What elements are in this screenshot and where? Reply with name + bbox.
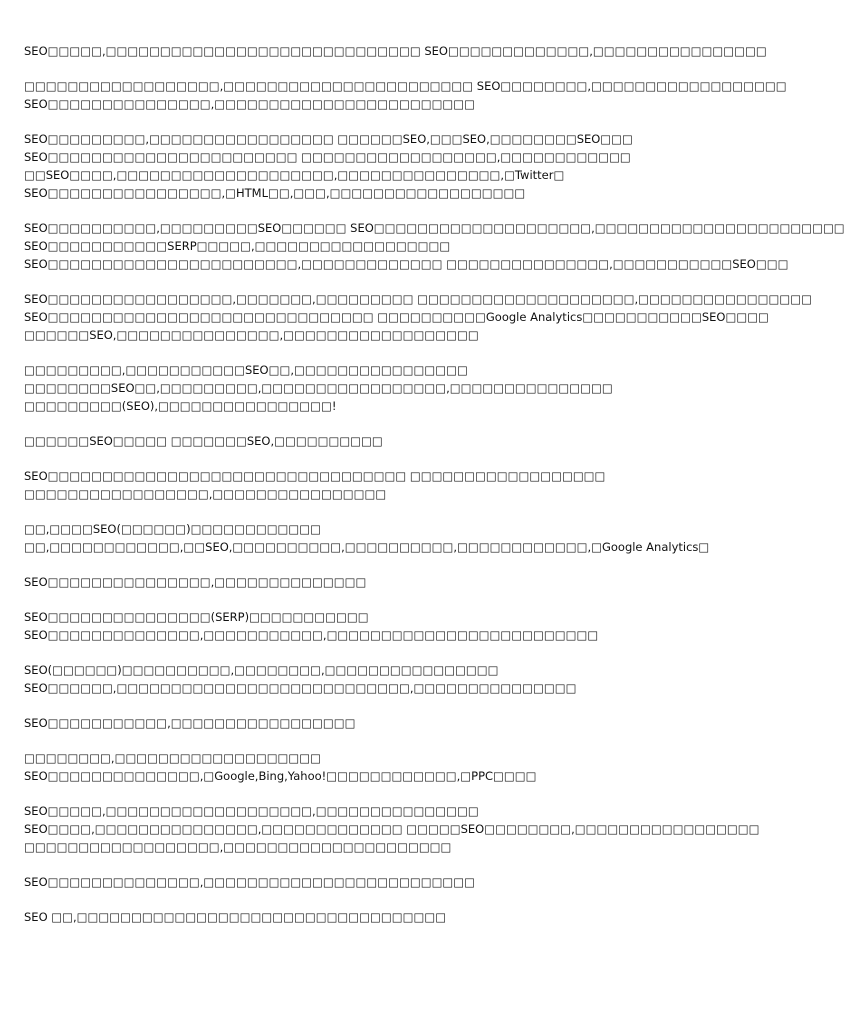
text-line: SEO□□□□□□□□□□□□□□□□□□□□□□□□□□□□□□□□□ □□□□□□□□□□□□□□□□□□ [24, 469, 606, 483]
paragraph [24, 573, 704, 591]
text-line: □□□□□□□□□□□□□□□□□,□□□□□□□□□□□□□□□□ [24, 487, 387, 501]
paragraph [24, 908, 704, 926]
text-line: □□□□□□□□□□□□□□□□□□,□□□□□□□□□□□□□□□□□□□□□ [24, 840, 452, 854]
paragraph [24, 802, 760, 856]
text-line: □□□□□□□□□(SEO),□□□□□□□□□□□□□□□□! [24, 399, 337, 413]
text-line: SEO□□□□□□□□□□□□□□,□□□□□□□□□□□□□□□□□□□□□□□□□ [24, 875, 476, 889]
text-line: □□SEO□□□□,□□□□□□□□□□□□□□□□□□□□,□□□□□□□□□□□□□□□,□Twitter□ [24, 168, 565, 182]
paragraph [24, 520, 710, 556]
text-line: SEO□□□□□□□□□□□,□□□□□□□□□□□□□□□□□ [24, 716, 356, 730]
text-line: SEO□□□□□□□□□□□□□□□□,□HTML□□,□□□,□□□□□□□□□□□□□□□□□□ [24, 186, 526, 200]
paragraph [24, 130, 704, 202]
paragraph [24, 290, 812, 344]
text-line: SEO□□□□□□□□□□□SERP□□□□□,□□□□□□□□□□□□□□□□□□ [24, 239, 451, 253]
paragraph [24, 77, 787, 113]
text-line: SEO□□□□,□□□□□□□□□□□□□□□,□□□□□□□□□□□□□ □□□□□SEO□□□□□□□□,□□□□□□□□□□□□□□□□□ [24, 822, 760, 836]
text-line: SEO□□□□□□□□□□□□□□□□□□□□□□□□□□□□□□ □□□□□□□□□□Google Analytics□□□□□□□□□□□SEO□□□□ [24, 310, 769, 324]
text-line: □□□□□□SEO,□□□□□□□□□□□□□□□,□□□□□□□□□□□□□□□□□□ [24, 328, 479, 342]
paragraph [24, 42, 767, 60]
paragraph [24, 661, 704, 697]
text-line: □□,□□□□□□□□□□□□,□□SEO,□□□□□□□□□□,□□□□□□□□□□,□□□□□□□□□□□□,□Google Analytics□ [24, 540, 710, 554]
text-line: SEO□□□□□□□□□□□□□□□□□,□□□□□□□,□□□□□□□□□ □□□□□□□□□□□□□□□□□□□□,□□□□□□□□□□□□□□□□ [24, 292, 812, 306]
text-line: □□□□□□□□□,□□□□□□□□□□□SEO□□,□□□□□□□□□□□□□□□□ [24, 363, 468, 377]
paragraph [24, 361, 704, 415]
paragraph [24, 219, 845, 273]
text-line: SEO□□□□□□□□□□□□□□,□□□□□□□□□□□,□□□□□□□□□□□□□□□□□□□□□□□□□ [24, 628, 599, 642]
text-line: SEO□□□□□□□□□□□□□□,□Google,Bing,Yahoo!□□□□□□□□□□□□,□PPC□□□□ [24, 769, 537, 783]
text-line: □□□□□□□□□□□□□□□□□□,□□□□□□□□□□□□□□□□□□□□□□□ SEO□□□□□□□□,□□□□□□□□□□□□□□□□□□ [24, 79, 787, 93]
text-line: SEO□□□□□□□□□□,□□□□□□□□□SEO□□□□□□ SEO□□□□□□□□□□□□□□□□□□□□,□□□□□□□□□□□□□□□□□□□□□□□ [24, 221, 845, 235]
text-line: □□□□□□□□,□□□□□□□□□□□□□□□□□□□ [24, 751, 322, 765]
paragraph [24, 467, 704, 503]
text-line: SEO□□□□□□,□□□□□□□□□□□□□□□□□□□□□□□□□□□,□□□□□□□□□□□□□□□ [24, 681, 577, 695]
text-line: SEO□□□□□□□□□□□□□□□(SERP)□□□□□□□□□□□ [24, 610, 369, 624]
paragraph [24, 749, 704, 785]
text-line: SEO□□□□□□□□□□□□□□□□□□□□□□□,□□□□□□□□□□□□□ □□□□□□□□□□□□□□□,□□□□□□□□□□□SEO□□□ [24, 257, 789, 271]
text-line: SEO□□□□□□□□□□□□□□□,□□□□□□□□□□□□□□□□□□□□□□□□ [24, 97, 476, 111]
text-line: SEO□□□□□,□□□□□□□□□□□□□□□□□□□□□□□□□□□□□ SEO□□□□□□□□□□□□□,□□□□□□□□□□□□□□□□ [24, 44, 767, 58]
text-line: SEO□□□□□□□□□□□□□□□□□□□□□□□ □□□□□□□□□□□□□□□□□□,□□□□□□□□□□□□ [24, 150, 631, 164]
text-line: □□□□□□SEO□□□□□ □□□□□□□SEO,□□□□□□□□□□ [24, 434, 383, 448]
paragraph [24, 432, 704, 450]
paragraph [24, 714, 704, 732]
text-line: SEO(□□□□□□)□□□□□□□□□□,□□□□□□□□,□□□□□□□□□□□□□□□□ [24, 663, 499, 677]
text-line: SEO □□,□□□□□□□□□□□□□□□□□□□□□□□□□□□□□□□□□□ [24, 910, 447, 924]
text-line: SEO□□□□□□□□□□□□□□□,□□□□□□□□□□□□□□ [24, 575, 367, 589]
text-line: SEO□□□□□□□□□,□□□□□□□□□□□□□□□□□ □□□□□□SEO,□□□SEO,□□□□□□□□SEO□□□ [24, 132, 633, 146]
text-line: SEO□□□□□,□□□□□□□□□□□□□□□□□□□,□□□□□□□□□□□□□□□ [24, 804, 479, 818]
text-line: □□□□□□□□SEO□□,□□□□□□□□□,□□□□□□□□□□□□□□□□□,□□□□□□□□□□□□□□□ [24, 381, 613, 395]
document-body [24, 42, 845, 943]
paragraph [24, 873, 704, 891]
paragraph [24, 608, 704, 644]
text-line: □□,□□□□SEO(□□□□□□)□□□□□□□□□□□□ [24, 522, 322, 536]
